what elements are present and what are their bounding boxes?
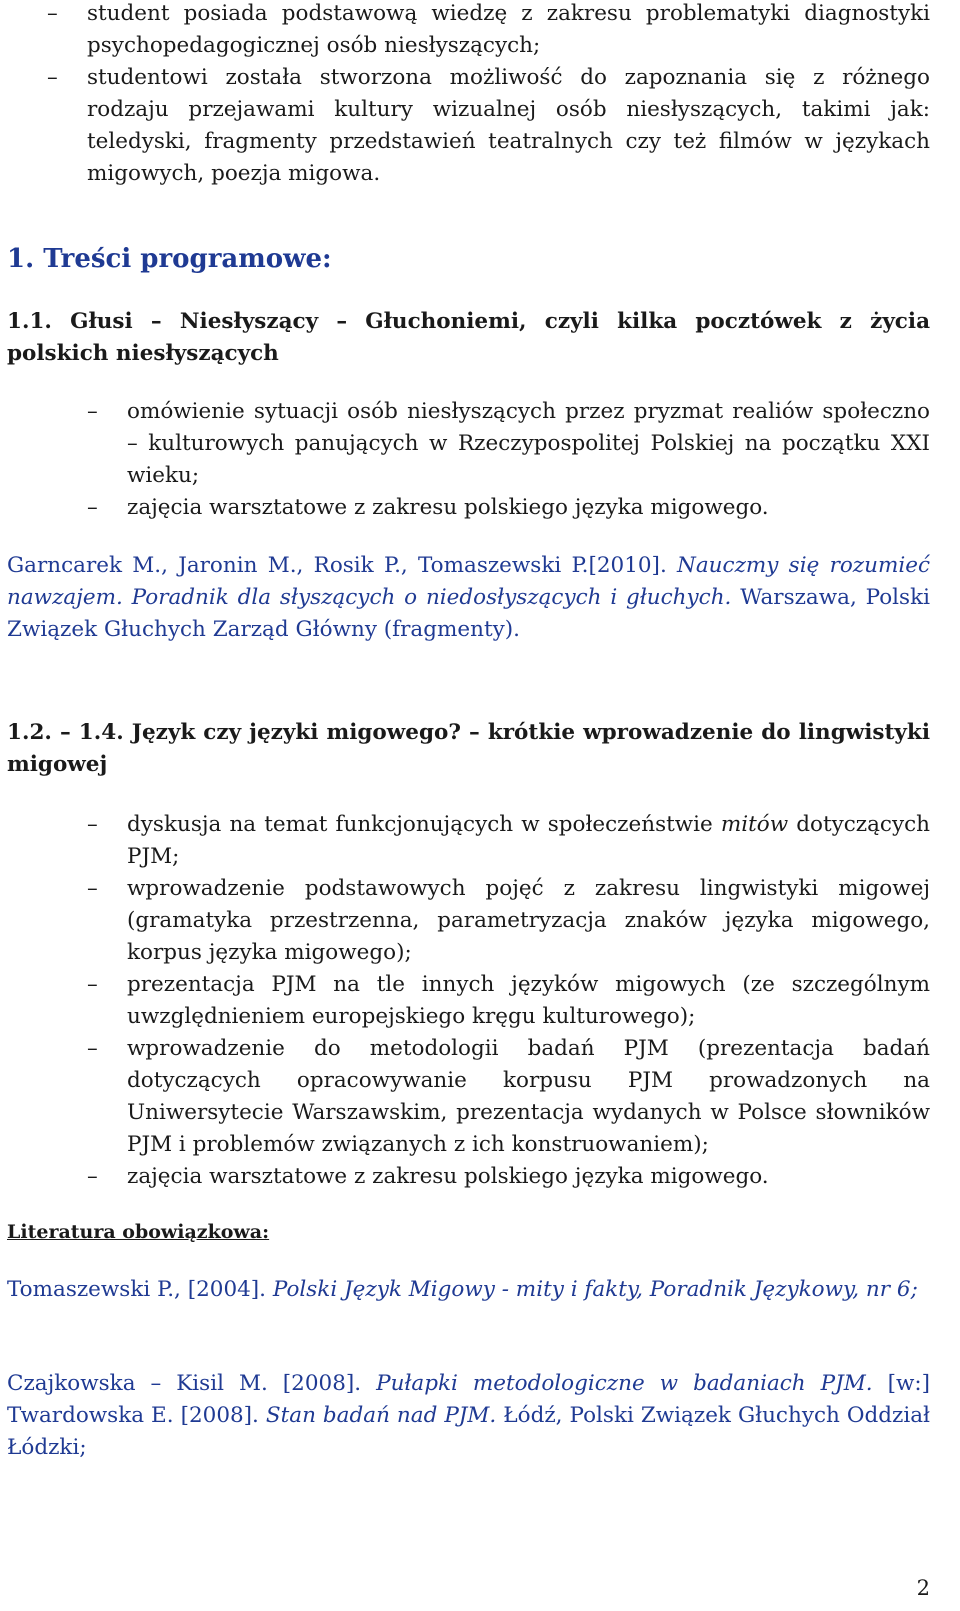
list-item-text-after: dotyczących PJM; (127, 812, 930, 869)
dash-marker: – (87, 812, 98, 837)
reference-title: Nauczmy się rozumieć nawzajem. Poradnik dla słyszących o niedosłyszących i głuchych. (7, 553, 931, 610)
list-item-text: wprowadzenie do metodologii badań PJM (prezentacja badań dotyczących opracowywanie korpusu PJM prowadzonych na Uniwersytecie Warszawskim, prezentacja wydanych w Polsce słowników PJM i problemów związanych z ich konstruowaniem); (127, 1036, 930, 1157)
list-item (87, 809, 930, 873)
reference-tail: Łódź, Polski Związek Głuchych Oddział Łódzki; (7, 1403, 930, 1460)
reference-authors: Garncarek M., Jaronin M., Rosik P., Tomaszewski P.[2010]. (7, 553, 678, 578)
list-item (87, 873, 930, 969)
dash-marker: – (87, 972, 98, 997)
list-item-text: studentowi została stworzona możliwość do zapoznania się z różnego rodzaju przejawami kultury wizualnej osób niesłyszących, takimi jak: teledyski, fragmenty przedstawień teatralnych czy też filmów w językach migowych, poezja migowa. (87, 65, 930, 186)
reference-authors: Tomaszewski P., [2004]. (7, 1277, 273, 1302)
subsection-1-2-list (87, 809, 930, 1193)
list-item-text: prezentacja PJM na tle innych języków migowych (ze szczególnym uwzględnieniem europejskiego kręgu kulturowego); (127, 972, 930, 1029)
list-item (87, 492, 930, 524)
dash-marker: – (87, 399, 98, 424)
page-number: 2 (916, 1576, 930, 1600)
dash-marker: – (87, 1164, 98, 1189)
reference-title-2: Stan badań nad PJM. (265, 1403, 497, 1428)
subsection-heading-1-1: 1.1. Głusi – Niesłyszący – Głuchoniemi, czyli kilka pocztówek z życia polskich niesłyszących (7, 309, 930, 366)
literature-heading: Literatura obowiązkowa: (7, 1221, 270, 1243)
list-item (47, 0, 930, 62)
list-item (87, 396, 930, 492)
dash-marker: – (87, 1036, 98, 1061)
list-item (87, 969, 930, 1033)
list-item-text: wprowadzenie podstawowych pojęć z zakresu lingwistyki migowej (gramatyka przestrzenna, parametryzacja znaków języka migowego, korpus języka migowego); (127, 876, 930, 965)
list-item (87, 1033, 930, 1161)
reference-authors: Czajkowska – Kisil M. [2008]. (7, 1371, 377, 1396)
list-item-italic: mitów (720, 812, 789, 837)
list-item-text: zajęcia warsztatowe z zakresu polskiego języka migowego. (127, 1164, 769, 1189)
dash-marker: – (47, 65, 58, 90)
dash-marker: – (87, 495, 98, 520)
list-item (87, 1161, 930, 1193)
subsection-heading-1-2-1-4: 1.2. – 1.4. Język czy języki migowego? – krótkie wprowadzenie do lingwistyki migowej (7, 720, 930, 777)
list-item (47, 62, 930, 190)
reference-title: Polski Język Migowy - mity i fakty, Poradnik Językowy, nr 6; (272, 1277, 918, 1302)
list-item-text: dyskusja na temat funkcjonujących w społeczeństwie (127, 812, 721, 837)
reference-czajkowska (7, 1368, 930, 1464)
reference-title: Pułapki metodologiczne w badaniach PJM. (376, 1371, 873, 1396)
dash-marker: – (87, 876, 98, 901)
outcomes-list (47, 0, 930, 190)
subsection-1-1-list (87, 396, 930, 524)
list-item-text: zajęcia warsztatowe z zakresu polskiego języka migowego. (127, 495, 769, 520)
reference-garncarek (7, 550, 930, 646)
reference-publisher: Warszawa, Polski Związek Głuchych Zarząd Główny (fragmenty). (7, 585, 930, 642)
list-item-text: omówienie sytuacji osób niesłyszących przez pryzmat realiów społeczno – kulturowych panujących w Rzeczypospolitej Polskiej na początku XXI wieku; (127, 399, 930, 488)
dash-marker: – (47, 1, 58, 26)
reference-middle: [w:] Twardowska E. [2008]. (7, 1371, 931, 1428)
list-item-text: student posiada podstawową wiedzę z zakresu problematyki diagnostyki psychopedagogicznej osób niesłyszących; (87, 1, 930, 58)
reference-tomaszewski (7, 1274, 930, 1306)
section-heading: 1. Treści programowe: (7, 244, 332, 274)
